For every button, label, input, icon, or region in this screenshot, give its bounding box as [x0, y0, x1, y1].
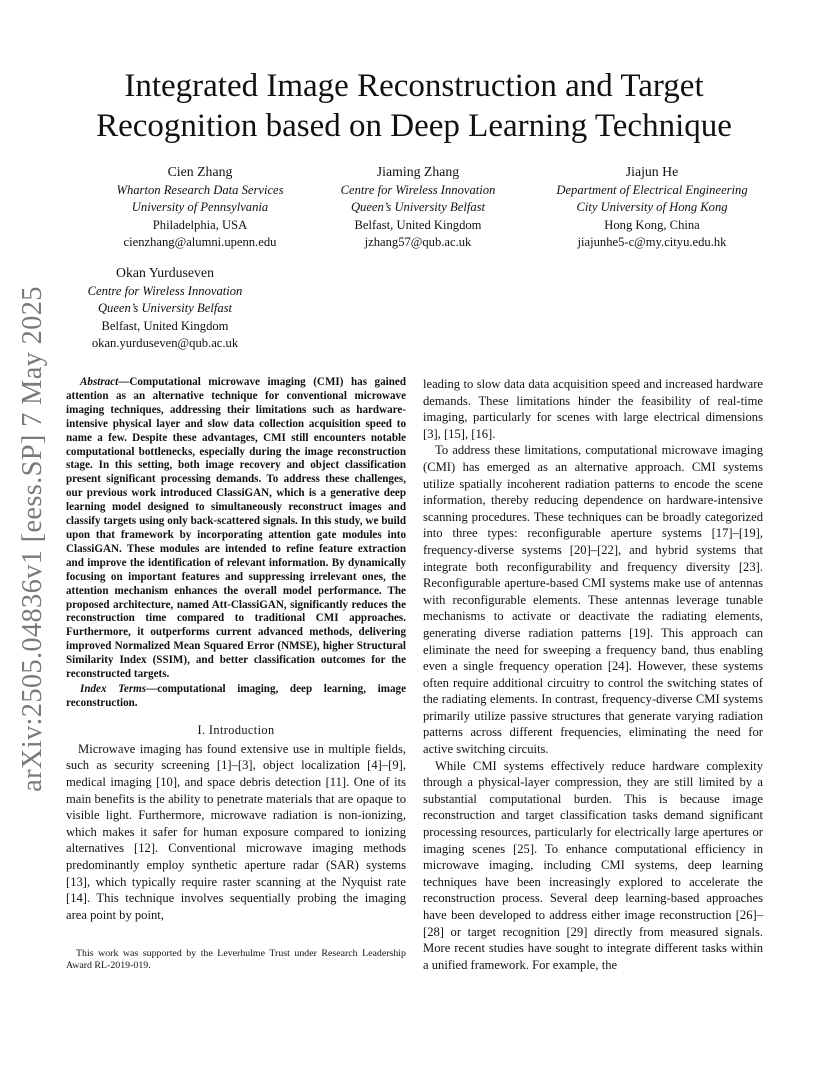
- author-name: Cien Zhang: [167, 164, 233, 179]
- author-email: jiajunhe5-c@my.cityu.edu.hk: [577, 234, 727, 249]
- author-institution: Queen’s University Belfast: [97, 301, 233, 316]
- author-name: Okan Yurduseven: [116, 265, 214, 280]
- body-paragraph: leading to slow data data acquisition speed and increased hardware demands. These limitations hinder the feasibility of real-time imaging, particularly for scenes with large electrical dimensions [3], [15], [16].: [423, 377, 763, 441]
- index-terms-label: Index Terms: [80, 682, 147, 695]
- title-line-1: Integrated Image Reconstruction and Target: [124, 68, 704, 104]
- body-paragraph: While CMI systems effectively reduce hardware complexity through a physical-layer compression, they are still limited by a substantial computational burden. This is because image reconstruction and target classification tasks demand significant processing resources, particularly for electrically large apertures or imaging scenes [25]. To enhance computational efficiency in microwave imaging, including CMI systems, deep learning techniques have been increasingly explored to accelerate the reconstruction process. Several deep learning-based approaches have been developed to address either image reconstruction [26]–[28] or target recognition [29] directly from measured signals. More recent studies have sought to integrate different tasks within a unified framework. For example, the: [423, 758, 763, 972]
- author-name: Jiajun He: [625, 164, 679, 179]
- author-affiliation: Centre for Wireless Innovation: [340, 183, 496, 198]
- author-name: Jiaming Zhang: [376, 164, 460, 179]
- section-heading: I. Introduction: [197, 722, 275, 737]
- paper-title: [70, 66, 758, 146]
- abstract-text: —Computational microwave imaging (CMI) has gained attention as an alternative technique for conventional microwave imaging techniques, addressing their limitations such as hardware-intensive physical layer and slow data collection acquisition speed to name a few. Despite these advantages, CMI still encounters notable computational bottlenecks, especially during the image reconstruction stage. In this setting, both image recovery and object classification present significant processing demands. To address these challenges, our previous work introduced ClassiGAN, which is a generative deep learning model designed to simultaneously reconstruct images and classify targets using only back-scattered signals. In this study, we build upon that framework by incorporating attention gate modules into ClassiGAN. These modules are intended to refine feature extraction and improve the identification of relevant information. By dynamically focusing on important features and suppressing irrelevant ones, the attention mechanism enhances the overall model performance. The proposed architecture, named Att-ClassiGAN, significantly reduces the reconstruction time compared to traditional CMI approaches. Furthermore, it outperforms current advanced methods, delivering improved Normalized Mean Squared Error (NMSE), higher Structural Similarity Index (SSIM), and better classification outcomes for the reconstructed targets.: [66, 376, 406, 681]
- author-email: jzhang57@qub.ac.uk: [364, 234, 472, 249]
- intro-paragraph: Microwave imaging has found extensive use in multiple fields, such as security screening [1]–[3], object localization [4]–[9], medical imaging [10], and space debris detection [11]. One of its main benefits is the ability to penetrate materials that are opaque to visible light. Furthermore, microwave radiation is non-ionizing, which makes it safer for human exposure compared to ionizing alternatives [12]. Conventional microwave imaging methods predominantly employ synthetic aperture radar (SAR) systems [13], which typically require raster scanning at the Nyquist rate [14]. This technique involves sequentially probing the imaging area point by point,: [66, 741, 406, 922]
- author-email: cienzhang@alumni.upenn.edu: [123, 234, 277, 249]
- arxiv-stamp-text: arXiv:2505.04836v1 [eess.SP] 7 May 2025: [17, 286, 49, 792]
- right-column: [423, 376, 763, 973]
- author-location: Philadelphia, USA: [152, 217, 248, 232]
- author-location: Belfast, United Kingdom: [101, 318, 229, 333]
- author-institution: Queen’s University Belfast: [350, 200, 486, 215]
- title-line-2: Recognition based on Deep Learning Technique: [96, 108, 732, 144]
- author-location: Hong Kong, China: [604, 217, 700, 232]
- author-block-1: [95, 163, 305, 251]
- abstract-label: Abstract: [80, 376, 119, 388]
- author-institution: University of Pennsylvania: [131, 200, 269, 215]
- arxiv-stamp: [8, 286, 58, 792]
- author-block-2: [318, 163, 518, 251]
- index-terms: [66, 683, 406, 711]
- author-affiliation: Wharton Research Data Services: [116, 183, 284, 198]
- author-affiliation: Department of Electrical Engineering: [556, 183, 748, 198]
- author-affiliation: Centre for Wireless Innovation: [87, 284, 243, 299]
- index-terms-text: —computational imaging, deep learning, image reconstruction.: [66, 682, 406, 709]
- footnote: This work was supported by the Leverhulme Trust under Research Leadership Award RL-2019-019.: [66, 948, 406, 972]
- author-block-3: [532, 163, 772, 251]
- abstract: [66, 376, 406, 682]
- author-location: Belfast, United Kingdom: [354, 217, 482, 232]
- author-block-4: [60, 264, 270, 352]
- author-institution: City University of Hong Kong: [576, 200, 728, 215]
- author-email: okan.yurduseven@qub.ac.uk: [91, 335, 239, 350]
- left-column: [66, 376, 406, 923]
- body-paragraph: To address these limitations, computational microwave imaging (CMI) has emerged as an alternative approach. CMI systems utilize spatially incoherent radiation patterns to encode the scene information, thereby reducing dependence on hardware-intensive scanning procedures. These techniques can be broadly categorized into three types: reconfigurable aperture systems [17]–[19], frequency-diverse systems [20]–[22], and hybrid systems that integrate both reconfigurability and frequency diversity [23]. Reconfigurable aperture-based CMI systems make use of antennas with reconfigurable elements. These antennas leverage tunable mechanisms to activate or deactivate the radiating elements, generating diverse radiation patterns [19]. This approach can eliminate the need for sweeping a frequency band, thus enabling even a single frequency operation [24]. However, these systems often require additional circuitry to control the switching states of the radiating elements. In contrast, frequency-diverse CMI systems primarily utilize passive structures that generate varying radiation patterns across different frequencies, eliminating the need for active switching circuits.: [423, 443, 763, 757]
